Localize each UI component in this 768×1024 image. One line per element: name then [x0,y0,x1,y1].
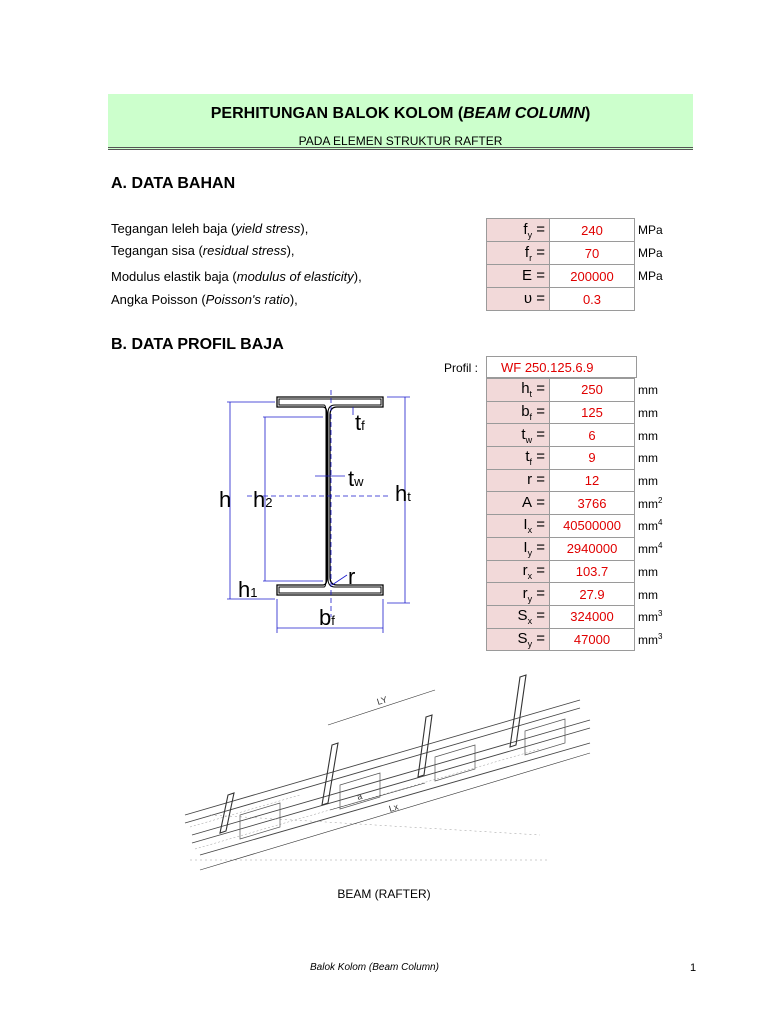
material-desc-part: residual stress [202,243,287,258]
symbol-sub: r [529,252,533,263]
table-row [487,219,679,242]
unit-cell [635,424,679,447]
unit-sup: 4 [658,518,663,528]
ibeam-section-diagram [205,385,430,635]
section-a-heading: A. DATA BAHAN [111,175,236,192]
symbol-sub: t [529,389,533,400]
table-row [487,537,679,560]
material-desc-1 [111,243,295,258]
value-cell: 200000 [550,265,635,288]
symbol-sub: f [529,412,533,423]
material-desc-part: Poisson's ratio [205,292,290,307]
unit: mm [638,451,658,466]
table-row [487,583,679,606]
symbol-sub: x [527,616,533,627]
label-h1-sub: 1 [250,585,258,600]
material-desc-part: ), [300,221,309,236]
symbol: h [521,380,530,398]
symbol: r [527,471,533,489]
material-desc-part: modulus of elasticity [236,269,354,284]
symbol-cell: $f_r$ = [487,242,550,265]
label-bf-sub: f [331,613,335,628]
label-ht: h [395,481,408,506]
profile-data-table [486,378,679,651]
unit-cell [635,447,679,470]
title-suffix: ) [584,105,591,122]
value-cell: 250 [550,379,635,402]
symbol-cell: $f_y$ = [487,219,550,242]
symbol: b [521,403,530,421]
unit-sup: 3 [658,631,663,641]
unit-cell: MPa [638,269,663,283]
symbol-cell: E = [487,265,550,288]
title-prefix: PERHITUNGAN BALOK KOLOM ( [210,105,464,122]
symbol: f [523,220,528,238]
value-cell: 240 [550,219,635,242]
symbol-cell: $S_x$ = [487,605,550,628]
symbol-cell: r = [487,469,550,492]
symbol-cell: $t_w$ = [487,424,550,447]
label-bf: b [319,605,332,630]
title-italic: BEAM COLUMN [463,105,585,122]
label-h: h [219,487,232,512]
label-tf: t [355,410,362,435]
symbol: A [522,493,533,511]
value-cell: 40500000 [550,515,635,538]
material-desc-part: Modulus elastik baja ( [111,269,237,284]
unit-cell [635,515,679,538]
material-desc-part: yield stress [235,221,301,236]
symbol-sub: y [527,548,533,559]
table-row [487,447,679,470]
unit-sup: 3 [658,609,663,619]
rafter-drawing [180,665,600,875]
value-cell: 12 [550,469,635,492]
value-cell: 3766 [550,492,635,515]
unit-cell [635,537,679,560]
unit-sup: 2 [658,495,663,505]
symbol: r [522,561,528,579]
table-row [487,379,679,402]
symbol-sub: w [525,434,533,445]
material-desc-2 [111,269,362,284]
unit-cell [635,401,679,424]
table-row [487,515,679,538]
symbol-cell: $r_x$ = [487,560,550,583]
value-cell: 47000 [550,628,635,651]
label-tf-sub: f [361,418,365,433]
unit: mm [638,428,658,443]
symbol-sub: x [527,570,533,581]
table-row [487,469,679,492]
symbol: υ [523,289,533,307]
symbol: I [523,516,528,534]
unit: mm [638,383,658,398]
value-cell: 2940000 [550,537,635,560]
unit-cell [635,469,679,492]
symbol-cell: $I_y$ = [487,537,550,560]
symbol-cell: A = [487,492,550,515]
unit: mm [638,474,658,489]
table-row [487,492,679,515]
table-row [487,605,679,628]
table-row [487,242,679,265]
svg-text:tw [348,466,364,491]
svg-text:h2 [253,487,272,512]
value-cell: 103.7 [550,560,635,583]
material-desc-0 [111,221,308,236]
unit-sup: 4 [658,541,663,551]
value-cell: 6 [550,424,635,447]
symbol-sub: y [527,593,533,604]
title-block [108,94,693,150]
value-cell: 9 [550,447,635,470]
svg-text:h1 [238,577,257,602]
table-row [487,265,679,288]
unit-cell [635,628,679,651]
material-desc-part: ), [289,292,298,307]
label-ht-sub: t [407,489,411,504]
unit: mm [638,564,658,579]
symbol-cell: υ = [487,288,550,311]
symbol-sub: x [527,525,533,536]
label-r: r [348,564,356,589]
material-desc-3 [111,292,298,307]
profil-label: Profil : [444,361,479,375]
unit: mm [638,519,658,534]
symbol-sub: y [527,638,533,649]
material-desc-part: ), [353,269,362,284]
svg-text:tf [355,410,365,435]
unit-cell: MPa [638,223,663,237]
symbol: S [517,629,528,647]
rafter-label-lx: Lx [387,801,400,814]
table-row [487,424,679,447]
svg-text:bf [319,605,335,630]
material-desc-part: Tegangan leleh baja ( [111,221,236,236]
unit-cell: MPa [638,246,663,260]
value-cell: 125 [550,401,635,424]
symbol-cell: $S_y$ = [487,628,550,651]
table-row [487,628,679,651]
symbol: t [521,425,526,443]
material-data-table [486,218,679,311]
label-h2: h [253,487,266,512]
symbol-cell: $h_t$ = [487,379,550,402]
symbol-cell: $r_y$ = [487,583,550,606]
rafter-label-a: a [355,790,364,802]
label-tw-sub: w [354,474,364,489]
page-title [108,105,693,123]
unit: mm [638,542,658,557]
section-b-heading: B. DATA PROFIL BAJA [111,336,284,353]
unit-cell [635,379,679,402]
profil-value: WF 250.125.6.9 [486,356,637,378]
footer-text: Balok Kolom (Beam Column) [310,962,439,973]
unit-cell [635,560,679,583]
symbol: r [522,584,528,602]
value-cell: 27.9 [550,583,635,606]
page-number: 1 [690,962,697,974]
unit: mm [638,406,658,421]
unit: mm [638,496,658,511]
table-row [487,401,679,424]
svg-text:ht [395,481,411,506]
symbol: f [524,243,530,261]
label-h1: h [238,577,251,602]
unit: mm [638,587,658,602]
symbol-cell: $b_f$ = [487,401,550,424]
symbol-sub: y [527,229,533,240]
value-cell: 70 [550,242,635,265]
label-tw: t [348,466,355,491]
unit: mm [638,610,658,625]
label-h2-sub: 2 [265,495,273,510]
material-desc-part: ), [286,243,295,258]
material-desc-part: Angka Poisson ( [111,292,206,307]
unit-cell [635,583,679,606]
symbol-cell: $I_x$ = [487,515,550,538]
table-row [487,560,679,583]
symbol-cell: $t_f$ = [487,447,550,470]
symbol: S [517,607,528,625]
unit-cell [635,288,679,311]
value-cell: 0.3 [550,288,635,311]
symbol: t [525,448,530,466]
figure-caption: BEAM (RAFTER) [337,887,431,901]
symbol: E [522,266,533,284]
page-subtitle: PADA ELEMEN STRUKTUR RAFTER [298,134,503,148]
unit-cell [635,492,679,515]
table-row [487,288,679,311]
value-cell: 324000 [550,605,635,628]
symbol: I [523,539,528,557]
symbol-sub: f [529,457,533,468]
unit-cell [635,605,679,628]
material-desc-part: Tegangan sisa ( [111,243,203,258]
rafter-label-ly: LY [375,694,389,707]
unit: mm [638,632,658,647]
